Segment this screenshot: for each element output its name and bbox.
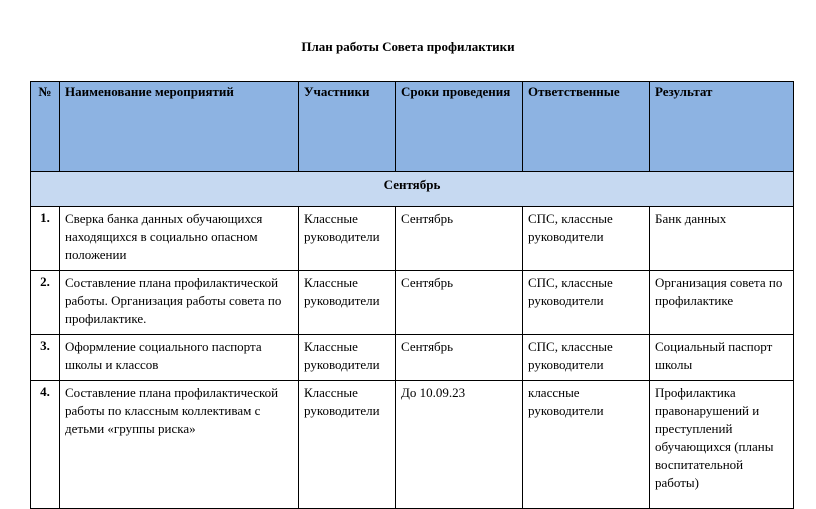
row-result: Социальный паспорт школы (650, 335, 794, 381)
plan-table (30, 81, 794, 509)
row-participants: Классные руководители (299, 207, 396, 271)
row-dates: Сентябрь (396, 335, 523, 381)
row-number: 2. (31, 271, 60, 335)
row-participants: Классные руководители (299, 381, 396, 509)
row-number: 4. (31, 381, 60, 509)
header-participants: Участники (299, 82, 396, 172)
row-result: Профилактика правонарушений и преступлений обучающихся (планы воспитательной работы) (650, 381, 794, 509)
row-dates: До 10.09.23 (396, 381, 523, 509)
row-dates: Сентябрь (396, 207, 523, 271)
row-result: Организация совета по профилактике (650, 271, 794, 335)
row-event-name: Составление плана профилактической работы. Организация работы совета по профилактике. (60, 271, 299, 335)
table-row (31, 381, 794, 509)
row-responsible: СПС, классные руководители (523, 271, 650, 335)
row-event-name: Составление плана профилактической работы по классным коллективам с детьми «группы риска» (60, 381, 299, 509)
header-result: Результат (650, 82, 794, 172)
row-result: Банк данных (650, 207, 794, 271)
section-month-label: Сентябрь (31, 172, 794, 207)
row-number: 3. (31, 335, 60, 381)
table-row (31, 207, 794, 271)
row-participants: Классные руководители (299, 335, 396, 381)
section-row (31, 172, 794, 207)
header-event-name: Наименование мероприятий (60, 82, 299, 172)
row-responsible: классные руководители (523, 381, 650, 509)
table-row (31, 271, 794, 335)
row-dates: Сентябрь (396, 271, 523, 335)
header-number: № (31, 82, 60, 172)
row-responsible: СПС, классные руководители (523, 335, 650, 381)
header-dates: Сроки проведения (396, 82, 523, 172)
header-responsible: Ответственные (523, 82, 650, 172)
row-event-name: Сверка банка данных обучающихся находящихся в социально опасном положении (60, 207, 299, 271)
row-participants: Классные руководители (299, 271, 396, 335)
table-header-row (31, 82, 794, 172)
table-row (31, 335, 794, 381)
page-title: План работы Совета профилактики (301, 39, 515, 54)
row-number: 1. (31, 207, 60, 271)
row-responsible: СПС, классные руководители (523, 207, 650, 271)
row-event-name: Оформление социального паспорта школы и классов (60, 335, 299, 381)
